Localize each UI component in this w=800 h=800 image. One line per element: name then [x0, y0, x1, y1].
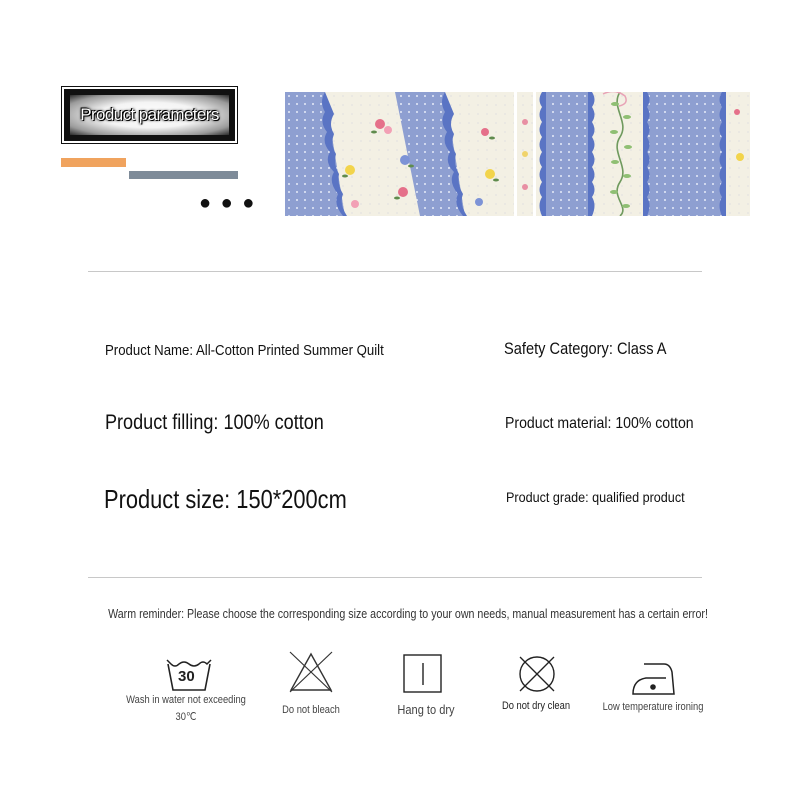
- badge-glow: [70, 95, 229, 135]
- ellipsis-dots: ● ● ●: [199, 192, 257, 214]
- warm-reminder: Warm reminder: Please choose the corresponding size according to your own needs, manual measurement has a certain error!: [108, 606, 708, 621]
- product-material: Product material: 100% cotton: [505, 415, 694, 432]
- wash-caption-line2: 30℃: [175, 711, 197, 723]
- ironing-caption: Low temperature ironing: [602, 701, 704, 713]
- product-name: Product Name: All-Cotton Printed Summer Quilt: [105, 342, 384, 359]
- do-not-dry-clean-icon: [517, 654, 557, 694]
- bottom-divider: [88, 577, 702, 578]
- wash-30-icon: [164, 656, 214, 692]
- hang-to-dry-icon: [403, 654, 443, 694]
- dry-caption: Hang to dry: [397, 702, 455, 717]
- safety-category: Safety Category: Class A: [504, 339, 667, 358]
- product-size: Product size: 150*200cm: [104, 484, 347, 514]
- product-grade: Product grade: qualified product: [506, 489, 685, 505]
- fabric-pattern: [285, 92, 750, 216]
- low-temp-ironing-icon: [630, 658, 676, 696]
- product-parameters-badge: [62, 87, 237, 143]
- wash-temperature: 30: [178, 668, 195, 685]
- top-divider: [88, 271, 702, 272]
- badge-title: Product parameters: [80, 105, 219, 124]
- product-filling: Product filling: 100% cotton: [105, 411, 324, 434]
- wash-caption-line1: Wash in water not exceeding: [126, 694, 246, 706]
- gray-accent-bar: [129, 171, 238, 179]
- dry-clean-caption: Do not dry clean: [501, 700, 571, 712]
- do-not-bleach-icon: [288, 650, 334, 694]
- quilt-fabric-image: [285, 92, 750, 216]
- orange-accent-bar: [61, 158, 126, 167]
- bleach-caption: Do not bleach: [282, 704, 340, 716]
